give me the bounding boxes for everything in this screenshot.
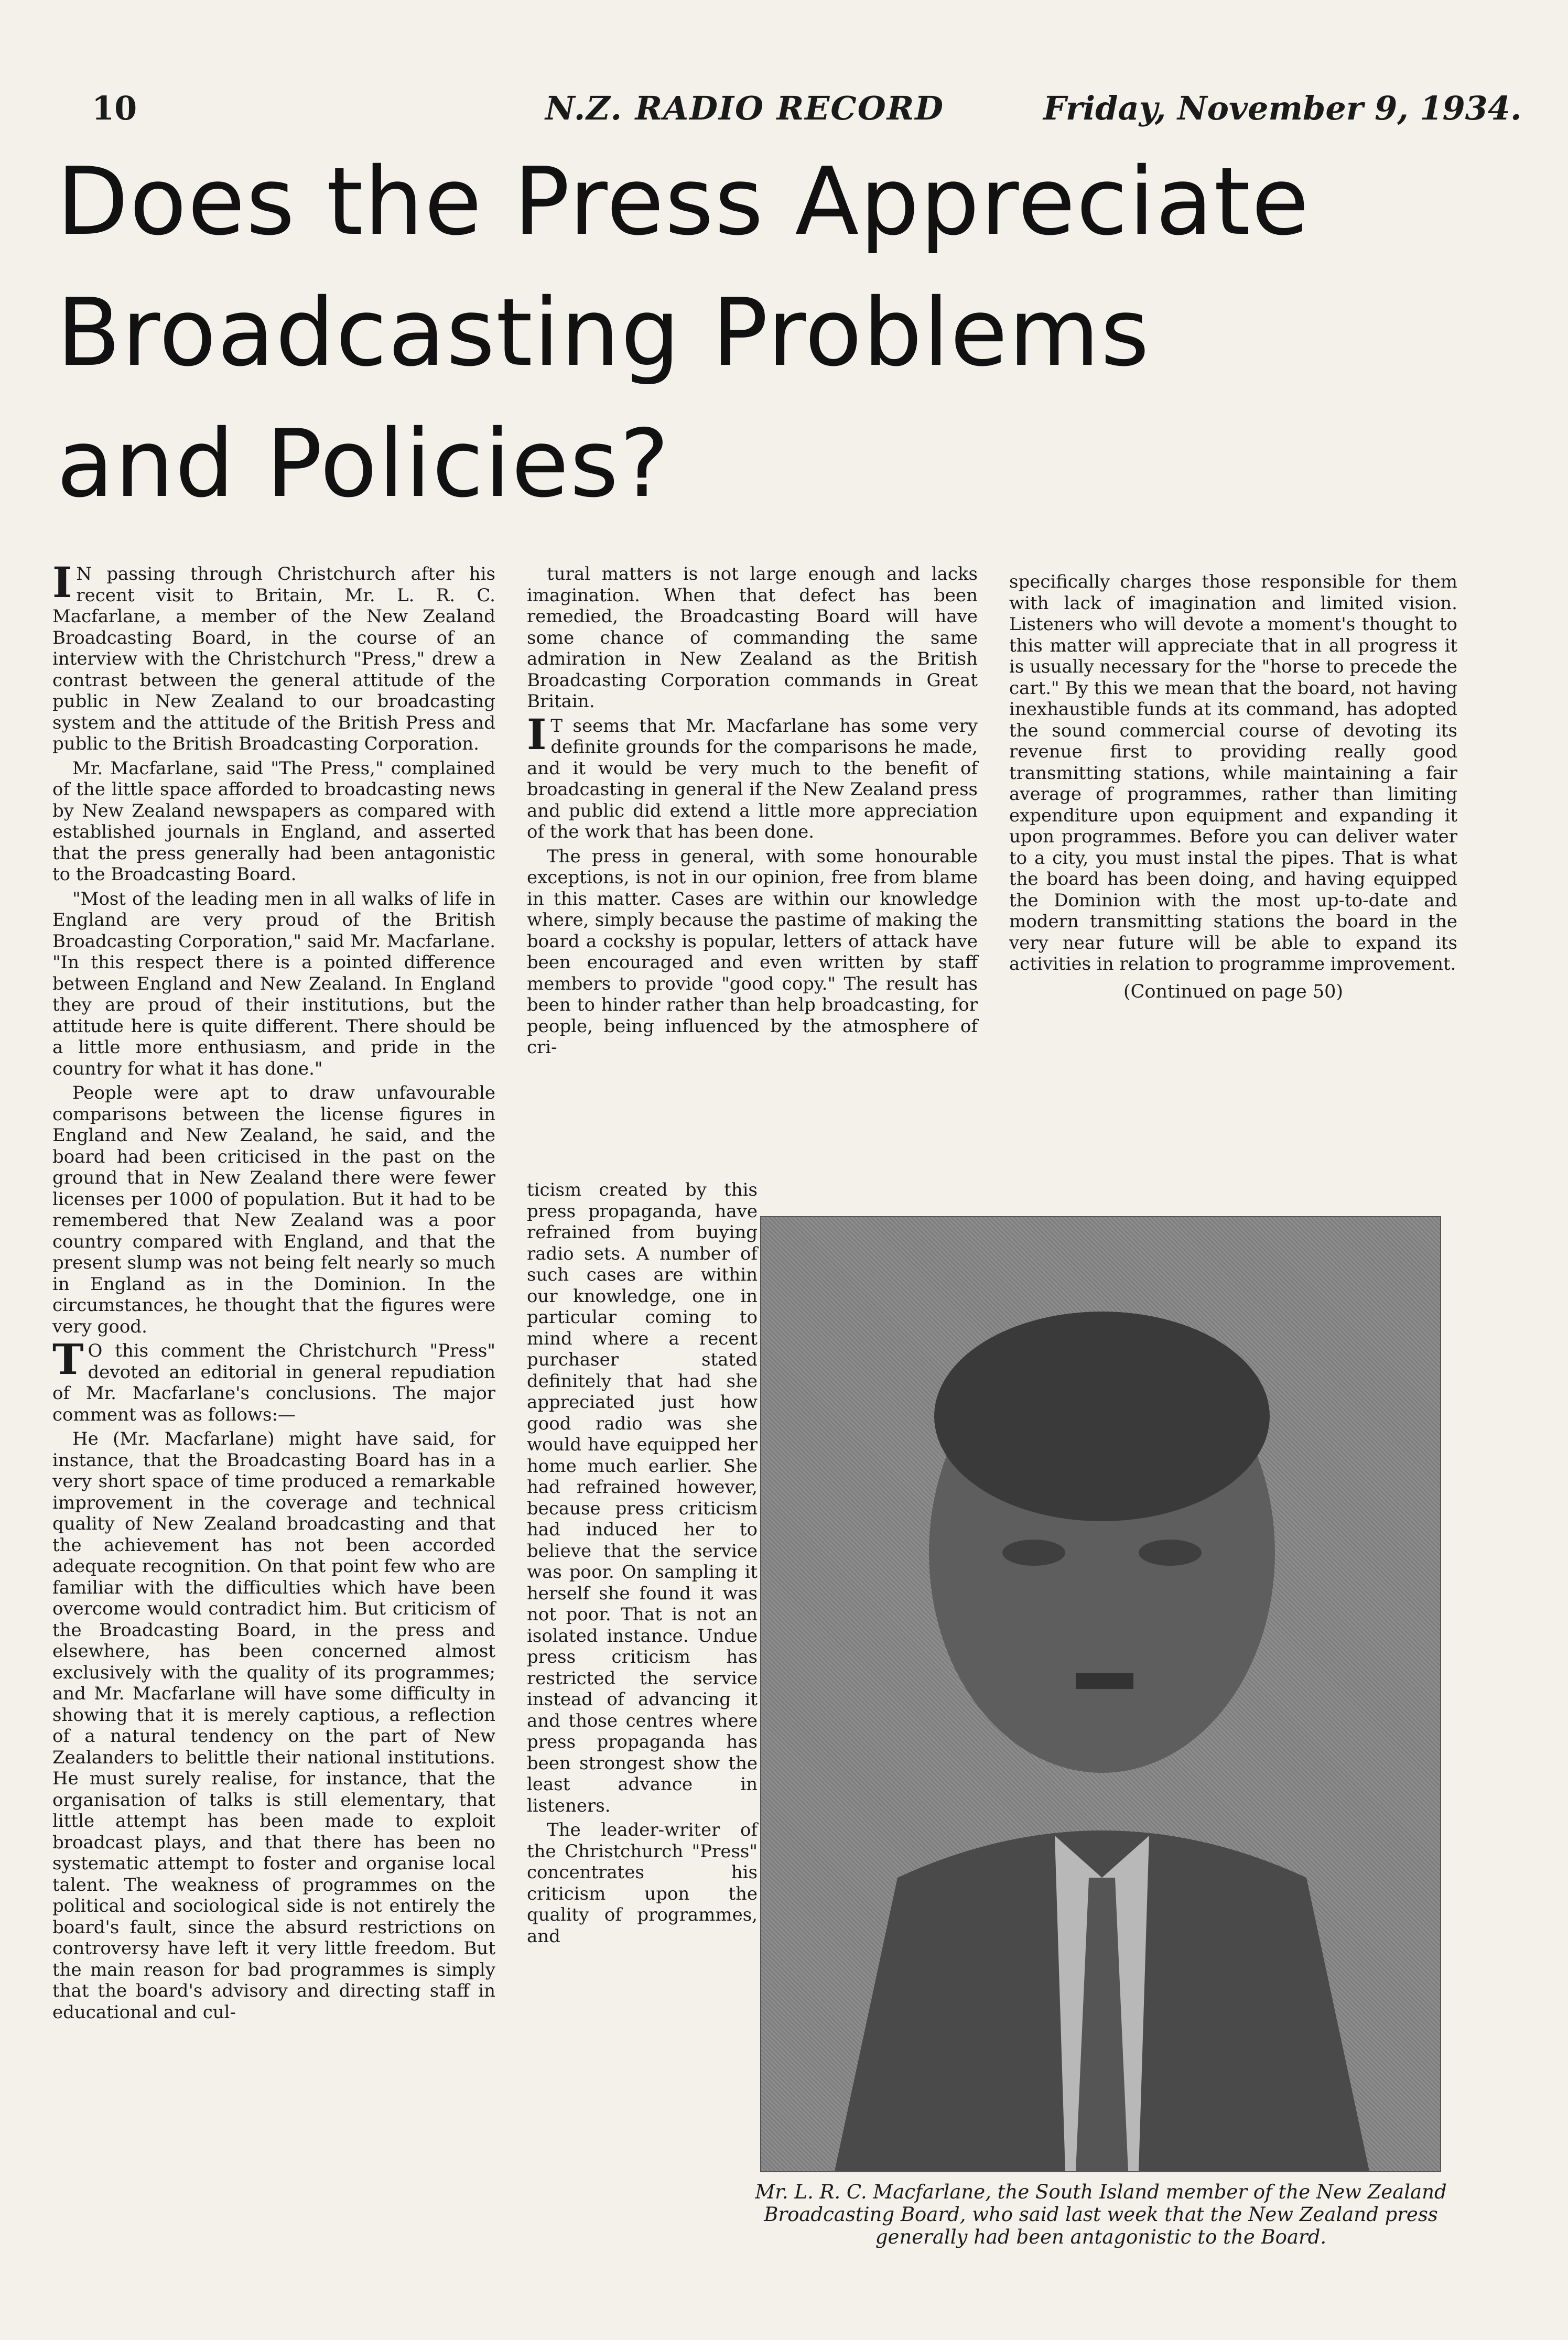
paragraph: ticism created by this press propaganda, have refrained from buying radio sets. A number of such cases are within our knowledge, one in particular coming to mind where a recent purchaser stated definitely that had she appreciated just how good radio was she would have equipped her home much earlier. She had refrained however, because press criticism had induced her to believe that the service was poor. On sampling it herself she found it was not poor. That is not an isolated instance. Undue press criticism has restricted the service instead of advancing it and those centres where press propaganda has been strongest show the least advance in listeners. (527, 1179, 758, 1816)
paragraph: I N passing through Christchurch after his recent visit to Britain, Mr. L. R. C. Macfarlane, a member of the New Zealand Broadcasting Board, in the course of an interview with the Christchurch "Press," drew a contrast between the general attitude of the public in New Zealand to our broadcasting system and the attitude of the British Press and public to the British Broadcasting Corporation. (52, 558, 495, 754)
paragraph: specifically charges those responsible for them with lack of imagination and limited vision. Listeners who will devote a moment's thought to this matter will appreciate that in all progress it is usually necessary for the "horse to precede the cart." By this we mean that the board, not having inexhaustible funds at its command, has adopted the sound commercial course of devoting its revenue first to providing really good transmitting stations, while maintaining a fair average of programmes, rather than limiting expenditure upon equipment and expanding it upon programmes. Before you can deliver water to a city, you must instal the pipes. That is what the board has been doing, and having equipped the Dominion with the most up-to-date and modern transmitting stations the board in the very near future will be able to expand its activities in relation to programme improvement. (1009, 571, 1457, 974)
headline-line-1: Does the Press Appreciate (57, 147, 1310, 256)
article-column-2 (527, 564, 978, 1061)
paragraph: T O this comment the Christchurch "Press" devoted an editorial in general repudiation of Mr. Macfarlane's conclusions. The major comment was as follows:— (52, 1335, 495, 1425)
portrait-illustration (761, 1217, 1440, 2171)
continued-notice: (Continued on page 50) (1123, 981, 1344, 1002)
paragraph: I T seems that Mr. Macfarlane has some very definite grounds for the comparisons he made, and it would be very much to the benefit of broadcasting in general if the New Zealand press and public did extend a little more appreciation of the work that has been done. (527, 709, 978, 842)
issue-date: Friday, November 9, 1934. (1043, 89, 1522, 127)
paragraph: He (Mr. Macfarlane) might have said, for instance, that the Broadcasting Board has in a very short space of time produced a remarkable improvement in the coverage and technical quality of New Zealand broadcasting and that the achievement has not been accorded adequate recognition. On that point few who are familiar with the difficulties which have been overcome would contradict him. But criticism of the Broadcasting Board, in the press and elsewhere, has been concerned almost exclusively with the quality of its programmes; and Mr. Macfarlane will have some difficulty in showing that it is merely captious, a reflection of a natural tendency on the part of New Zealanders to belittle their national institutions. He must surely realise, for instance, that the organisation of talks is still elementary, that little attempt has been made to exploit broadcast plays, and that there has been no systematic attempt to foster and organise local talent. The weakness of programmes on the political and sociological side is not entirely the board's fault, since the absurd restrictions on controversy have left it very little freedom. But the main reason for bad programmes is simply that the board's advisory and directing staff in educational and cul- (52, 1428, 495, 2023)
paragraph: The press in general, with some honourable exceptions, is not in our opinion, free from blame in this matter. Cases are within our knowledge where, simply because the pastime of making the board a cockshy is popular, letters of attack have been encouraged and even written by staff members to provide "good copy." The result has been to hinder rather than help broadcasting, for people, being influenced by the atmosphere of cri- (527, 846, 978, 1058)
paragraph: tural matters is not large enough and lacks imagination. When that defect has been remedied, the Broadcasting Board will have some chance of commanding the same admiration in New Zealand as the British Broadcasting Corporation commands in Great Britain. (527, 564, 978, 712)
paragraph: People were apt to draw unfavourable comparisons between the license figures in England and New Zealand, he said, and the board had been criticised in the past on the ground that in New Zealand there were fewer licenses per 1000 of population. But it had to be remembered that New Zealand was a poor country compared with England, and that the present slump was not being felt nearly so much in England as in the Dominion. In the circumstances, he thought that the figures were very good. (52, 1082, 495, 1337)
article-column-3 (1009, 571, 1457, 1002)
headline-line-3: and Policies? (57, 409, 671, 518)
page-number: 10 (92, 89, 137, 127)
headline-line-2: Broadcasting Problems (57, 278, 1151, 387)
drop-cap: I (52, 558, 72, 607)
article-column-1 (52, 558, 495, 2026)
paragraph: The leader-writer of the Christchurch "Press" concentrates his criticism upon the quality of programmes, and (527, 1819, 758, 1947)
drop-cap: T (52, 1335, 84, 1384)
article-column-2-narrow (527, 1179, 758, 1947)
drop-cap: I (527, 709, 547, 759)
publication-title: N.Z. RADIO RECORD (545, 89, 945, 127)
photo-caption: Mr. L. R. C. Macfarlane, the South Island member of the New Zealand Broadcasting Board, who said last week that the New Zealand press generally had been antagonistic to the Board. (755, 2181, 1447, 2248)
portrait-photo (760, 1216, 1441, 2172)
article-headline (57, 136, 1472, 529)
paragraph: "Most of the leading men in all walks of life in England are very proud of the British Broadcasting Corporation," said Mr. Macfarlane. "In this respect there is a pointed difference between England and New Zealand. In England they are proud of their institutions, but the attitude here is quite different. There should be a little more enthusiasm, and pride in the country for what it has done." (52, 888, 495, 1079)
paragraph: Mr. Macfarlane, said "The Press," complained of the little space afforded to broadcasting news by New Zealand newspapers as compared with established journals in England, and asserted that the press generally had been antagonistic to the Broadcasting Board. (52, 757, 495, 885)
